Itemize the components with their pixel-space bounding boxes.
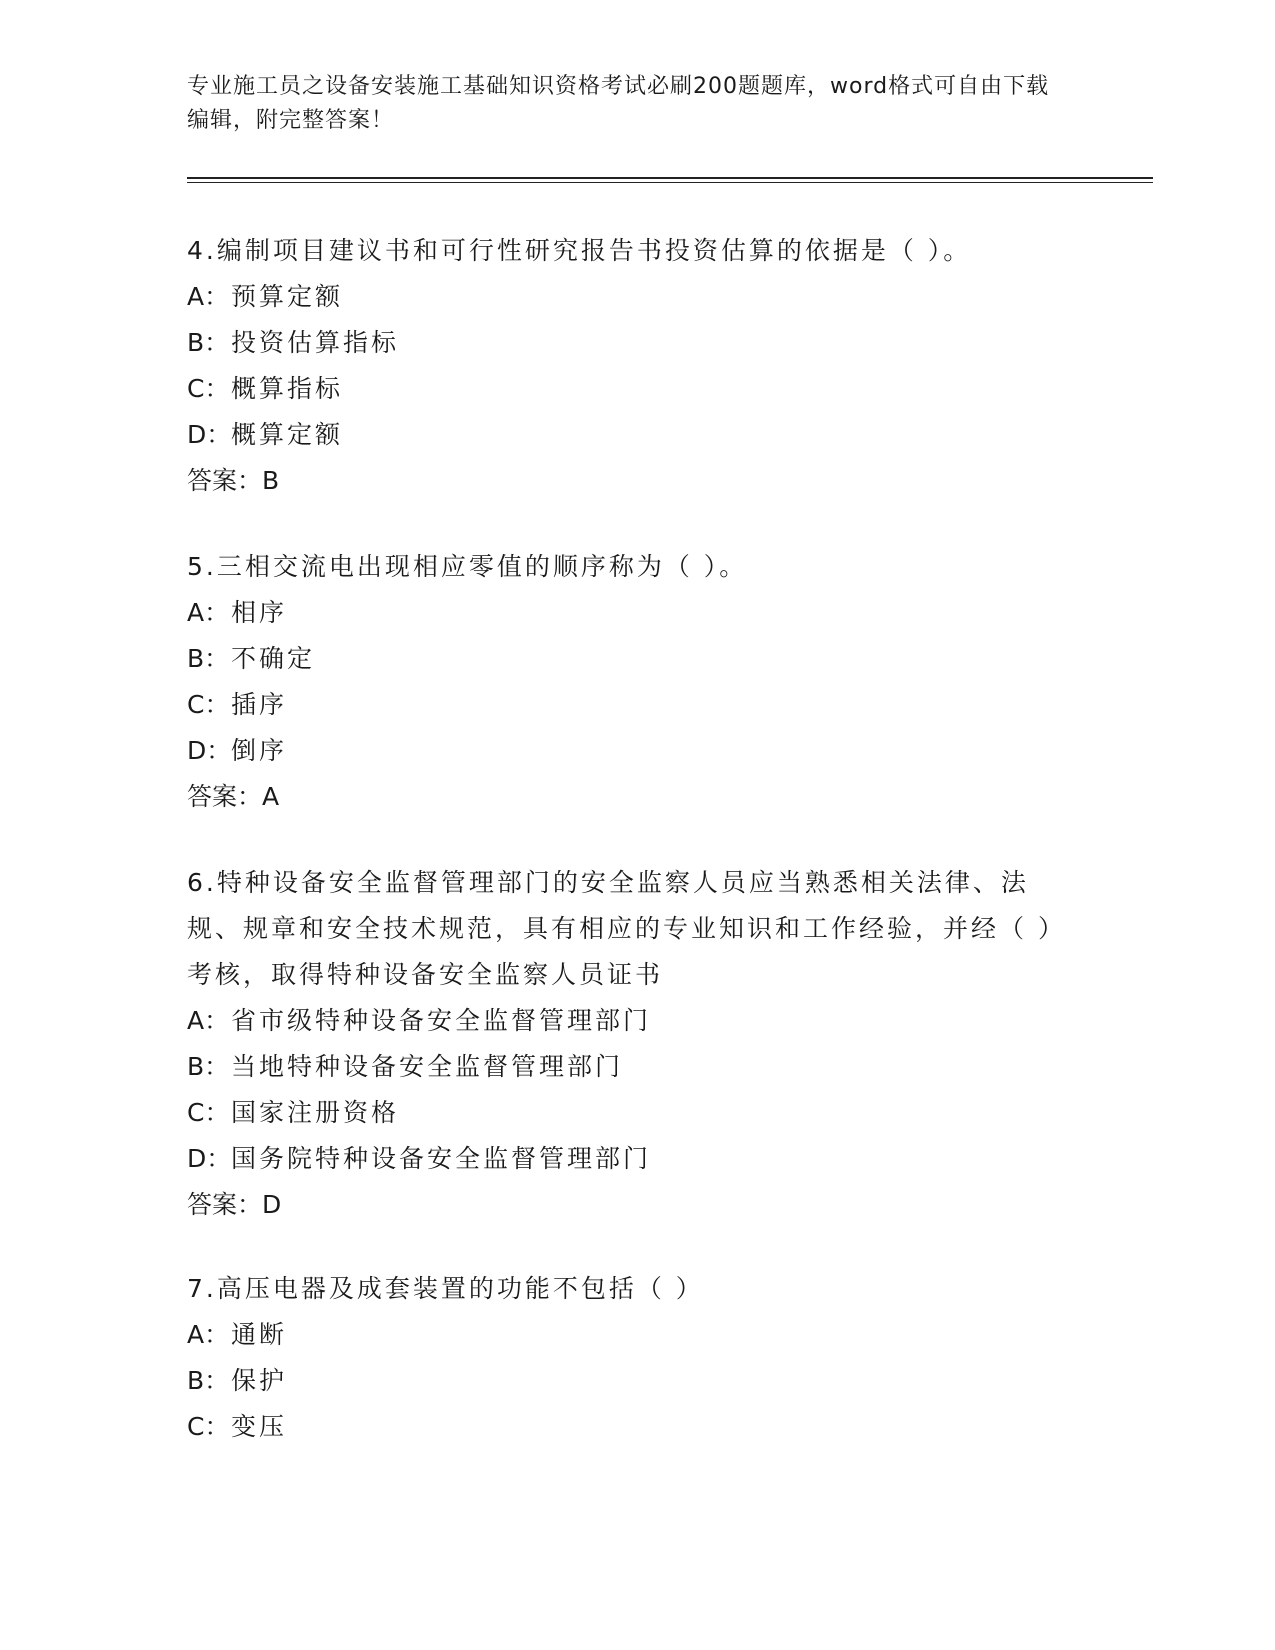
option-text: 保护 bbox=[231, 1366, 288, 1395]
answer-value: D bbox=[262, 1190, 282, 1219]
answer-line bbox=[187, 774, 1067, 820]
option-b bbox=[187, 1358, 1067, 1404]
option-c bbox=[187, 1404, 1067, 1450]
option-letter: C： bbox=[187, 690, 230, 719]
option-text: 国家注册资格 bbox=[231, 1098, 400, 1127]
option-b bbox=[187, 636, 1067, 682]
answer-label: 答案： bbox=[187, 466, 263, 495]
option-d bbox=[187, 412, 1067, 458]
option-text: 倒序 bbox=[231, 736, 288, 765]
option-text: 国务院特种设备安全监督管理部门 bbox=[231, 1144, 652, 1173]
answer-value: A bbox=[262, 782, 280, 811]
answer-label: 答案： bbox=[187, 782, 263, 811]
answer-line bbox=[187, 458, 1067, 504]
option-letter: A： bbox=[187, 598, 230, 627]
question-4 bbox=[187, 228, 1067, 504]
question-5 bbox=[187, 544, 1067, 820]
option-text: 变压 bbox=[231, 1412, 288, 1441]
option-c bbox=[187, 1090, 1067, 1136]
header-text: 专业施工员之设备安装施工基础知识资格考试必刷200题题库，word格式可自由下载编辑，附完整答案！ bbox=[187, 74, 1050, 133]
answer-label: 答案： bbox=[187, 1190, 263, 1219]
option-d bbox=[187, 1136, 1067, 1182]
option-b bbox=[187, 320, 1067, 366]
option-text: 概算定额 bbox=[231, 420, 344, 449]
option-text: 预算定额 bbox=[231, 282, 344, 311]
option-text: 当地特种设备安全监督管理部门 bbox=[231, 1052, 624, 1081]
option-text: 投资估算指标 bbox=[231, 328, 400, 357]
question-7 bbox=[187, 1266, 1067, 1450]
option-a bbox=[187, 590, 1067, 636]
option-text: 省市级特种设备安全监督管理部门 bbox=[231, 1006, 652, 1035]
option-a bbox=[187, 274, 1067, 320]
option-letter: C： bbox=[187, 1098, 230, 1127]
question-text: 5.三相交流电出现相应零值的顺序称为（ ）。 bbox=[187, 552, 748, 581]
header-divider-thick bbox=[187, 177, 1153, 179]
option-letter: D： bbox=[187, 420, 232, 449]
option-letter: C： bbox=[187, 374, 230, 403]
option-d bbox=[187, 728, 1067, 774]
header-divider-thin bbox=[187, 182, 1153, 183]
option-letter: B： bbox=[187, 328, 230, 357]
option-letter: B： bbox=[187, 1366, 230, 1395]
option-c bbox=[187, 366, 1067, 412]
option-letter: A： bbox=[187, 1006, 230, 1035]
option-letter: D： bbox=[187, 1144, 232, 1173]
question-text: 7.高压电器及成套装置的功能不包括（ ） bbox=[187, 1274, 704, 1303]
option-text: 通断 bbox=[231, 1320, 288, 1349]
option-text: 不确定 bbox=[231, 644, 316, 673]
option-text: 相序 bbox=[231, 598, 288, 627]
option-text: 概算指标 bbox=[231, 374, 344, 403]
option-text: 插序 bbox=[231, 690, 288, 719]
question-text: 6.特种设备安全监督管理部门的安全监察人员应当熟悉相关法律、法规、规章和安全技术规范，具有相应的专业知识和工作经验，并经（ ）考核，取得特种设备安全监察人员证书 bbox=[187, 868, 1066, 989]
option-letter: D： bbox=[187, 736, 232, 765]
option-a bbox=[187, 998, 1067, 1044]
option-letter: A： bbox=[187, 1320, 230, 1349]
option-letter: C： bbox=[187, 1412, 230, 1441]
option-letter: B： bbox=[187, 1052, 230, 1081]
option-a bbox=[187, 1312, 1067, 1358]
option-letter: A： bbox=[187, 282, 230, 311]
option-letter: B： bbox=[187, 644, 230, 673]
answer-value: B bbox=[262, 466, 280, 495]
option-c bbox=[187, 682, 1067, 728]
document-header bbox=[187, 70, 1153, 138]
question-text: 4.编制项目建议书和可行性研究报告书投资估算的依据是（ ）。 bbox=[187, 236, 972, 265]
question-6 bbox=[187, 860, 1067, 1228]
option-b bbox=[187, 1044, 1067, 1090]
answer-line bbox=[187, 1182, 1067, 1228]
